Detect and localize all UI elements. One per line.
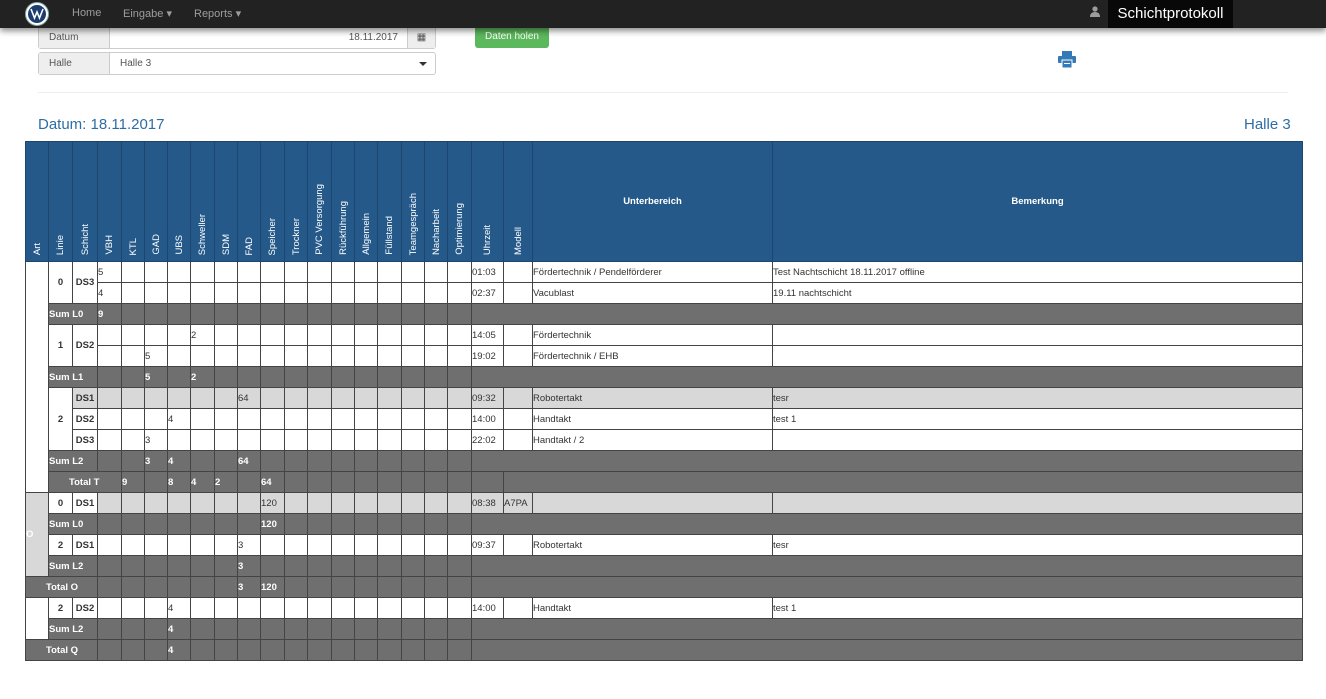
schweller-cell: 2 bbox=[215, 472, 238, 493]
speicher-cell: 120 bbox=[261, 493, 285, 514]
art-cell-q: Q bbox=[26, 598, 49, 640]
col-nacharbeit-label: Nacharbeit bbox=[430, 209, 442, 255]
modell-cell: A7PA bbox=[504, 493, 533, 514]
nav-reports[interactable] bbox=[194, 7, 241, 20]
bemerkung-cell: Test Nachtschicht 18.11.2017 offline bbox=[773, 262, 1303, 283]
col-fad bbox=[238, 142, 261, 262]
col-ktl-label: KTL bbox=[127, 237, 139, 255]
col-trockner-label: Trockner bbox=[290, 217, 302, 255]
col-rueckfuehrung bbox=[332, 142, 355, 262]
table-row bbox=[26, 325, 1303, 346]
gad-cell: 5 bbox=[145, 367, 168, 388]
sum-label: Sum L0 bbox=[49, 514, 98, 535]
col-pvc-label: PVC Versorgung bbox=[314, 184, 325, 255]
col-pvc bbox=[308, 142, 332, 262]
col-trockner bbox=[285, 142, 308, 262]
table-row bbox=[26, 535, 1303, 556]
gad-cell: 3 bbox=[145, 430, 168, 451]
unterbereich-cell: Handtakt bbox=[533, 409, 773, 430]
col-sdm bbox=[215, 142, 238, 262]
navbar bbox=[0, 0, 1326, 28]
bemerkung-cell: tesr bbox=[773, 535, 1303, 556]
table-row bbox=[26, 598, 1303, 619]
chevron-down-icon: ▾ bbox=[235, 8, 242, 20]
unterbereich-cell: Fördertechnik / EHB bbox=[533, 346, 773, 367]
table-row bbox=[26, 388, 1303, 409]
vbh-cell: 9 bbox=[98, 304, 122, 325]
table-row bbox=[26, 409, 1303, 430]
col-unterbereich: Unterbereich bbox=[533, 142, 773, 262]
uhrzeit-cell: 14:00 bbox=[472, 598, 504, 619]
ubs-cell: 4 bbox=[168, 619, 191, 640]
schicht-cell: DS1 bbox=[73, 388, 98, 409]
col-bemerkung: Bemerkung bbox=[773, 142, 1303, 262]
total-label: Total O bbox=[26, 577, 98, 598]
col-uhrzeit bbox=[472, 142, 504, 262]
col-ubs-label: UBS bbox=[173, 235, 185, 255]
halle-select[interactable]: Halle 3 bbox=[120, 58, 152, 69]
sum-row bbox=[26, 451, 1303, 472]
table-row bbox=[26, 346, 1303, 367]
col-fuellstand-label: Füllstand bbox=[384, 216, 395, 255]
art-cell-t: T bbox=[26, 262, 49, 493]
vbh-cell: 9 bbox=[122, 472, 145, 493]
sum-label: Sum L1 bbox=[49, 367, 98, 388]
art-cell-o: O bbox=[26, 493, 49, 577]
vw-logo[interactable] bbox=[25, 2, 49, 26]
fad-cell: 3 bbox=[238, 556, 261, 577]
bemerkung-cell: test 1 bbox=[773, 598, 1303, 619]
sum-label: Sum L0 bbox=[49, 304, 98, 325]
vbh-cell: 5 bbox=[98, 262, 122, 283]
col-speicher bbox=[261, 142, 285, 262]
report-date-title: Datum: 18.11.2017 bbox=[38, 116, 165, 133]
col-gad-label: GAD bbox=[150, 234, 162, 255]
schweller-cell: 2 bbox=[191, 367, 215, 388]
fad-cell: 3 bbox=[238, 535, 261, 556]
nav-home[interactable]: Home bbox=[72, 7, 102, 19]
datum-label: Datum bbox=[39, 27, 110, 48]
fad-cell: 64 bbox=[261, 472, 285, 493]
col-vbh bbox=[98, 142, 122, 262]
schicht-cell: DS2 bbox=[73, 598, 98, 619]
sum-row bbox=[26, 556, 1303, 577]
chevron-down-icon: ▾ bbox=[166, 8, 172, 20]
unterbereich-cell: Robotertakt bbox=[533, 388, 773, 409]
total-row bbox=[26, 640, 1303, 661]
schicht-cell: DS1 bbox=[73, 493, 98, 514]
report-halle-title: Halle 3 bbox=[1244, 116, 1291, 133]
fad-cell: 3 bbox=[238, 577, 261, 598]
unterbereich-cell: Fördertechnik bbox=[533, 325, 773, 346]
datum-input[interactable]: 18.11.2017 bbox=[348, 32, 398, 43]
schicht-cell: DS2 bbox=[73, 409, 98, 430]
total-label: Total Q bbox=[26, 640, 98, 661]
uhrzeit-cell: 14:05 bbox=[472, 325, 504, 346]
ubs-cell: 4 bbox=[168, 451, 191, 472]
table-row bbox=[26, 262, 1303, 283]
col-schweller bbox=[191, 142, 215, 262]
ubs-cell: 4 bbox=[168, 409, 191, 430]
nav-eingabe-label: Eingabe bbox=[123, 8, 164, 20]
uhrzeit-cell: 08:38 bbox=[472, 493, 504, 514]
linie-cell: 0 bbox=[49, 262, 73, 304]
col-sdm-label: SDM bbox=[220, 233, 232, 255]
app-brand[interactable]: Schichtprotokoll bbox=[1108, 0, 1233, 28]
col-allgemein bbox=[355, 142, 378, 262]
col-schicht bbox=[73, 142, 98, 262]
sum-row bbox=[26, 304, 1303, 325]
col-gad bbox=[145, 142, 168, 262]
schicht-cell: DS1 bbox=[73, 535, 98, 556]
linie-cell: 2 bbox=[49, 388, 73, 451]
caret-down-icon bbox=[419, 62, 427, 66]
uhrzeit-cell: 02:37 bbox=[472, 283, 504, 304]
col-art-label: Art bbox=[31, 242, 43, 255]
sum-label: Sum L2 bbox=[49, 556, 98, 577]
col-ubs bbox=[168, 142, 191, 262]
col-schicht-label: Schicht bbox=[79, 223, 91, 255]
linie-cell: 1 bbox=[49, 325, 73, 367]
gad-cell: 5 bbox=[145, 346, 168, 367]
fad-cell: 64 bbox=[238, 451, 261, 472]
print-icon[interactable] bbox=[1058, 51, 1076, 73]
unterbereich-cell: Vacublast bbox=[533, 283, 773, 304]
schicht-cell: DS3 bbox=[73, 430, 98, 451]
divider bbox=[38, 92, 1288, 93]
linie-cell: 2 bbox=[49, 535, 73, 556]
col-rueckfuehrung-label: Rückführung bbox=[337, 201, 349, 255]
col-allgemein-label: Allgemein bbox=[360, 213, 372, 255]
gad-cell: 8 bbox=[168, 472, 191, 493]
col-fuellstand bbox=[378, 142, 402, 262]
uhrzeit-cell: 22:02 bbox=[472, 430, 504, 451]
sum-label: Sum L2 bbox=[49, 451, 98, 472]
gad-cell: 3 bbox=[145, 451, 168, 472]
unterbereich-cell: Handtakt bbox=[533, 598, 773, 619]
bemerkung-cell: 19.11 nachtschicht bbox=[773, 283, 1303, 304]
unterbereich-cell: Handtakt / 2 bbox=[533, 430, 773, 451]
col-modell-label: Modell bbox=[512, 227, 524, 255]
uhrzeit-cell: 19:02 bbox=[472, 346, 504, 367]
sum-label: Sum L2 bbox=[49, 619, 98, 640]
col-modell bbox=[504, 142, 533, 262]
col-optimierung bbox=[448, 142, 472, 262]
unterbereich-cell: Fördertechnik / Pendelförderer bbox=[533, 262, 773, 283]
nav-eingabe[interactable] bbox=[123, 7, 172, 20]
schweller-cell: 2 bbox=[191, 325, 215, 346]
ubs-cell: 4 bbox=[168, 598, 191, 619]
col-ktl bbox=[122, 142, 145, 262]
col-schweller-label: Schweller bbox=[197, 213, 208, 255]
table-row bbox=[26, 493, 1303, 514]
schicht-cell: DS2 bbox=[73, 325, 98, 367]
col-linie-label: Linie bbox=[55, 234, 66, 255]
col-art bbox=[26, 142, 49, 262]
halle-label: Halle bbox=[39, 53, 110, 74]
report-table bbox=[25, 141, 1303, 661]
nav-reports-label: Reports bbox=[194, 8, 233, 20]
fetch-data-button[interactable]: Daten holen bbox=[475, 28, 549, 48]
fad-cell: 64 bbox=[238, 388, 261, 409]
col-uhrzeit-label: Uhrzeit bbox=[482, 224, 493, 255]
col-vbh-label: VBH bbox=[104, 235, 115, 255]
sum-row bbox=[26, 514, 1303, 535]
total-row bbox=[26, 577, 1303, 598]
datum-field[interactable] bbox=[38, 26, 436, 49]
col-teamgespraech-label: Teamgespräch bbox=[407, 192, 419, 255]
header-row bbox=[26, 142, 1303, 262]
bemerkung-cell: tesr bbox=[773, 388, 1303, 409]
bemerkung-cell: test 1 bbox=[773, 409, 1303, 430]
schicht-cell: DS3 bbox=[73, 262, 98, 304]
uhrzeit-cell: 01:03 bbox=[472, 262, 504, 283]
user-icon[interactable] bbox=[1090, 6, 1100, 20]
total-label: Total T bbox=[49, 472, 122, 493]
speicher-cell: 120 bbox=[261, 514, 285, 535]
col-linie bbox=[49, 142, 73, 262]
uhrzeit-cell: 09:37 bbox=[472, 535, 504, 556]
halle-field[interactable] bbox=[38, 52, 436, 75]
table-row bbox=[26, 430, 1303, 451]
table-row bbox=[26, 283, 1303, 304]
col-teamgespraech bbox=[402, 142, 425, 262]
unterbereich-cell: Robotertakt bbox=[533, 535, 773, 556]
ubs-cell: 4 bbox=[168, 640, 191, 661]
calendar-icon[interactable]: ▦ bbox=[407, 27, 435, 48]
uhrzeit-cell: 09:32 bbox=[472, 388, 504, 409]
speicher-cell: 120 bbox=[261, 577, 285, 598]
linie-cell: 2 bbox=[49, 598, 73, 619]
col-optimierung-label: Optimierung bbox=[454, 203, 465, 255]
total-row bbox=[26, 472, 1303, 493]
col-nacharbeit bbox=[425, 142, 448, 262]
col-speicher-label: Speicher bbox=[267, 217, 278, 255]
sum-row bbox=[26, 367, 1303, 388]
uhrzeit-cell: 14:00 bbox=[472, 409, 504, 430]
vbh-cell: 4 bbox=[98, 283, 122, 304]
linie-cell: 0 bbox=[49, 493, 73, 514]
sum-row bbox=[26, 619, 1303, 640]
ubs-cell: 4 bbox=[191, 472, 215, 493]
col-fad-label: FAD bbox=[243, 236, 255, 255]
